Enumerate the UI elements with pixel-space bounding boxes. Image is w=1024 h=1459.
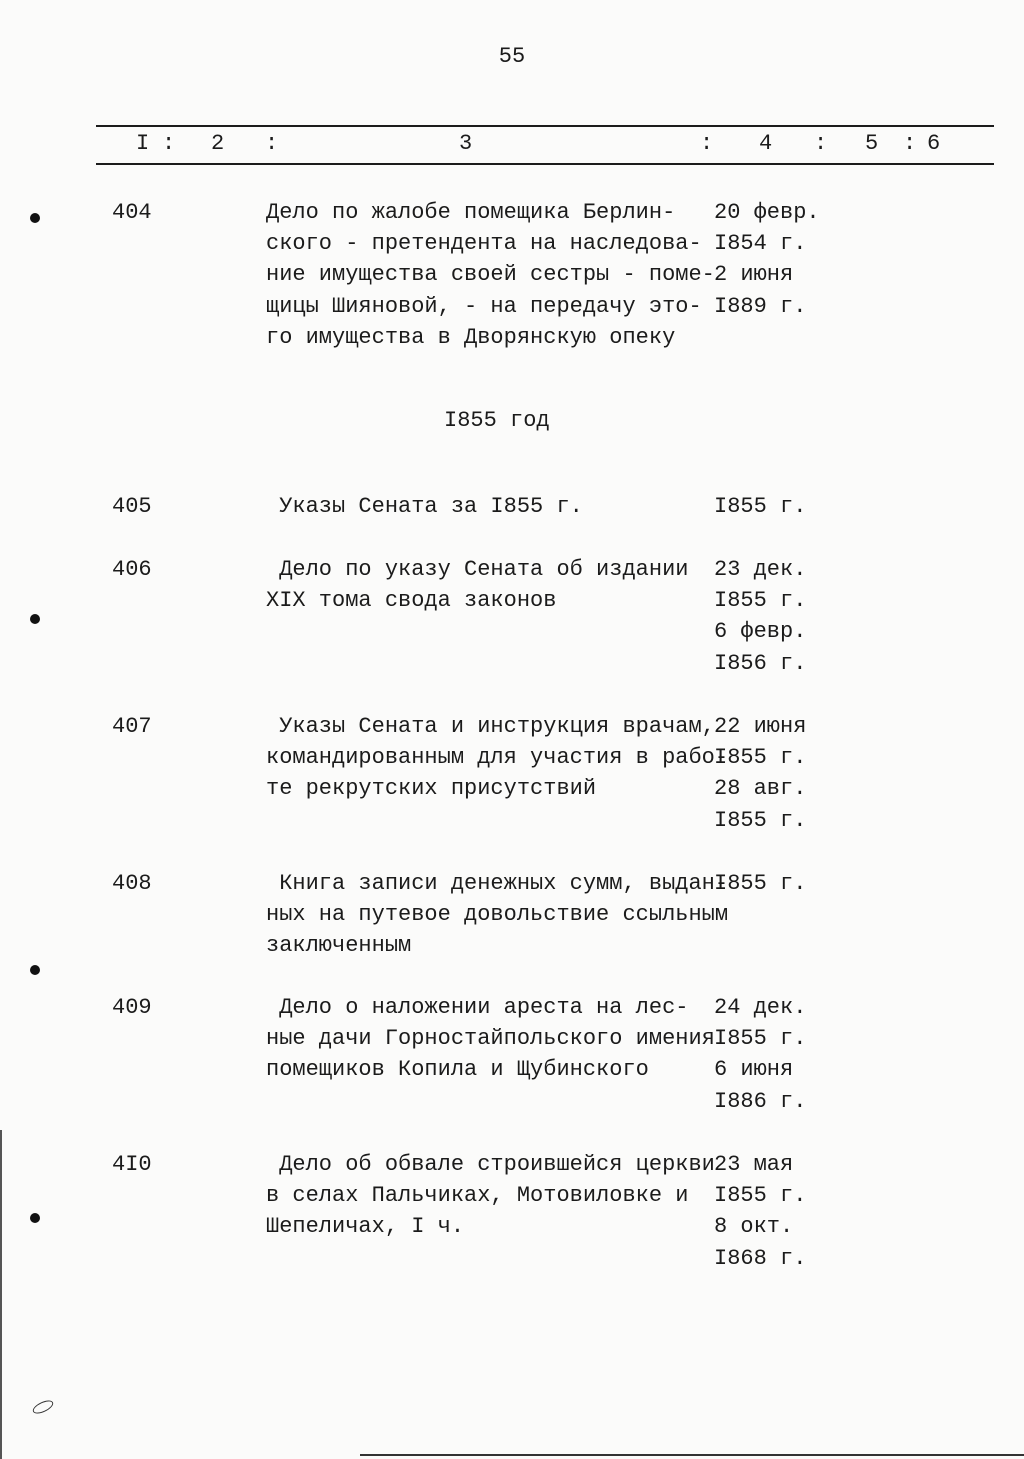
punch-hole-mark	[30, 965, 40, 975]
entry-description	[266, 992, 716, 1086]
entry-number: 409	[112, 995, 152, 1020]
date-line: 8 окт.	[714, 1214, 794, 1240]
date-line: 22 июня	[714, 714, 807, 739]
scan-edge-line	[0, 1130, 2, 1459]
column-header-1: I	[136, 131, 150, 156]
date-line: I855 г.	[714, 1183, 807, 1209]
pen-mark	[31, 1398, 55, 1416]
column-header-5: 5	[865, 131, 879, 156]
date-line: I855 г.	[714, 745, 807, 771]
entry-description	[266, 491, 716, 522]
description-line: те рекрутских присутствий	[266, 776, 597, 802]
description-line: ные дачи Горностайпольского имения	[266, 1026, 715, 1052]
date-line: I889 г.	[714, 293, 807, 319]
date-line: 23 мая	[714, 1152, 794, 1177]
date-line: I855 г.	[714, 588, 807, 614]
entry-dates	[714, 992, 834, 1117]
date-line: 2 июня	[714, 262, 794, 288]
entry-number: 4I0	[112, 1152, 152, 1177]
date-line: I854 г.	[714, 231, 807, 257]
entry-number: 404	[112, 200, 152, 225]
entry-description	[266, 197, 716, 353]
description-line: Указы Сената за I855 г.	[266, 494, 583, 519]
description-line: щицы Шияновой, - на передачу это-	[266, 293, 702, 319]
entry-number: 408	[112, 871, 152, 896]
date-line: I855 г.	[714, 494, 807, 519]
header-top-rule	[96, 125, 994, 127]
scan-bottom-edge	[360, 1454, 1024, 1456]
column-separator: :	[700, 131, 714, 156]
entry-dates	[714, 711, 834, 836]
date-line: I855 г.	[714, 1026, 807, 1052]
column-header-4: 4	[759, 131, 773, 156]
header-bottom-rule	[96, 163, 994, 165]
column-header-6: 6	[927, 131, 941, 156]
column-header-2: 2	[211, 131, 225, 156]
entry-dates	[714, 554, 834, 679]
entry-dates	[714, 197, 834, 322]
entry-dates	[714, 1149, 834, 1274]
entry-number: 405	[112, 494, 152, 519]
date-line: I856 г.	[714, 650, 807, 676]
date-line: I855 г.	[714, 871, 807, 896]
column-header-row	[0, 131, 1024, 159]
description-line: помещиков Копила и Щубинского	[266, 1057, 649, 1083]
description-line: в селах Пальчиках, Мотовиловке и	[266, 1183, 689, 1209]
description-line: командированным для участия в рабо-	[266, 745, 729, 771]
description-line: Дело по указу Сената об издании	[266, 557, 689, 582]
column-separator: :	[162, 131, 176, 156]
entry-description	[266, 711, 729, 805]
description-line: XIX тома свода законов	[266, 588, 557, 614]
date-line: I886 г.	[714, 1088, 807, 1114]
entry-number: 407	[112, 714, 152, 739]
date-line: 24 дек.	[714, 995, 807, 1020]
date-line: 20 февр.	[714, 200, 820, 225]
year-heading: I855 год	[444, 408, 550, 433]
column-separator: :	[814, 131, 828, 156]
description-line: Дело о наложении ареста на лес-	[266, 995, 689, 1020]
description-line: Шепеличах, I ч.	[266, 1214, 465, 1240]
date-line: I868 г.	[714, 1245, 807, 1271]
description-line: ние имущества своей сестры - поме-	[266, 262, 715, 288]
entry-description	[266, 868, 729, 962]
entry-dates	[714, 491, 834, 522]
entry-description	[266, 554, 716, 616]
date-line: 6 февр.	[714, 619, 807, 645]
description-line: ского - претендента на наследова-	[266, 231, 702, 257]
description-line: Книга записи денежных сумм, выдан-	[266, 871, 729, 896]
date-line: 28 авг.	[714, 776, 807, 802]
description-line: ных на путевое довольствие ссыльным	[266, 902, 729, 928]
description-line: Дело об обвале строившейся церкви	[266, 1152, 715, 1177]
description-line: заключенным	[266, 933, 412, 959]
entry-dates	[714, 868, 834, 899]
description-line: Дело по жалобе помещика Берлин-	[266, 200, 676, 225]
entry-number: 406	[112, 557, 152, 582]
column-header-3: 3	[459, 131, 473, 156]
punch-hole-mark	[30, 614, 40, 624]
page-number: 55	[498, 44, 526, 69]
date-line: I855 г.	[714, 807, 807, 833]
description-line: го имущества в Дворянскую опеку	[266, 324, 676, 350]
date-line: 6 июня	[714, 1057, 794, 1083]
punch-hole-mark	[30, 1213, 40, 1223]
date-line: 23 дек.	[714, 557, 807, 582]
entry-description	[266, 1149, 716, 1243]
punch-hole-mark	[30, 213, 40, 223]
column-separator: :	[903, 131, 917, 156]
description-line: Указы Сената и инструкция врачам,	[266, 714, 715, 739]
column-separator: :	[265, 131, 279, 156]
